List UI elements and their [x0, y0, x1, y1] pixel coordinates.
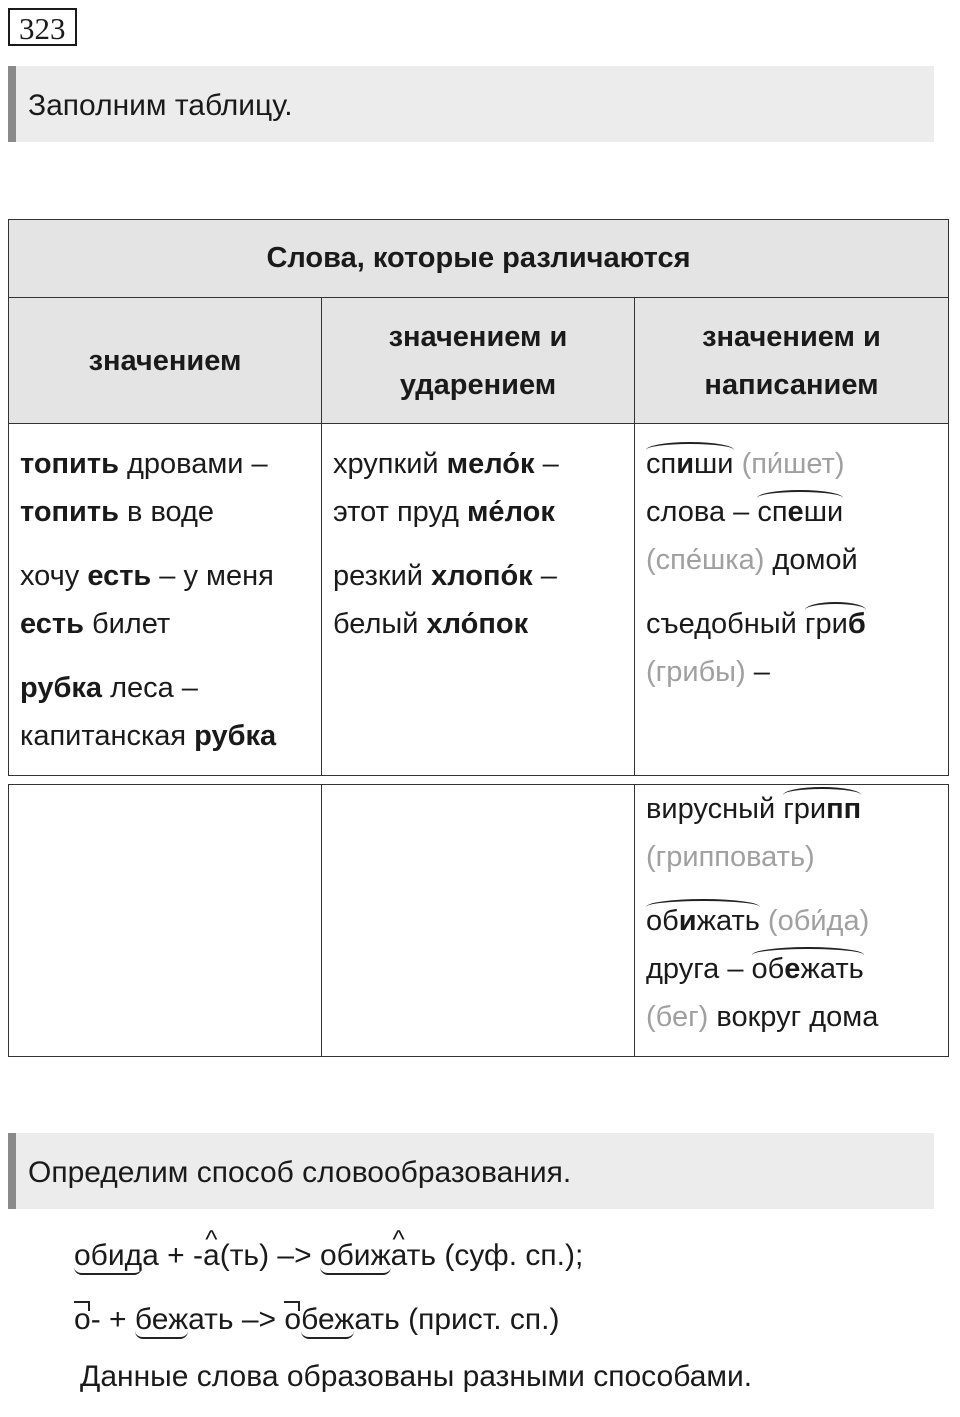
words-table-continued [8, 784, 949, 1057]
equation-1: обида + -^ а(ть) –> обиж^ ать (суф. сп.); [74, 1224, 583, 1288]
equation-2: о- + бежать –> обежать (прист. сп.) [74, 1288, 583, 1352]
table-header: Слова, которые различаются [9, 220, 949, 298]
col-meaning: значением [9, 298, 322, 424]
cell-meaning-stress: хрупкий мело́к – этот пруд ме́лок резкий хлопо́к – белый хло́пок [322, 424, 635, 776]
root-arc: спиши [646, 448, 734, 480]
conclusion: Данные слова образованы разными способами. [80, 1360, 753, 1393]
intro-bar: Заполним таблицу. [8, 66, 934, 142]
cell-empty-1 [9, 785, 322, 1057]
cell-meaning-spelling: спиши (пи́шет) слова – спеши (спе́шка) домой съедобный гриб (грибы) – [635, 424, 949, 776]
col-meaning-stress: значением и ударением [322, 298, 635, 424]
words-table [8, 219, 949, 776]
word-formation [74, 1224, 583, 1352]
cell-meaning: топить дровами – топить в воде хочу есть – у меня есть билет рубка леса – капитанская рубка [9, 424, 322, 776]
section-bar: Определим способ словообразования. [8, 1133, 934, 1209]
exercise-number: 323 [8, 8, 77, 46]
cell-empty-2 [322, 785, 635, 1057]
cell-spelling-continued: вирусный грипп (грипповать) обижать (оби́да) друга – обежать (бег) вокруг дома [635, 785, 949, 1057]
col-meaning-spelling: значением и написанием [635, 298, 949, 424]
